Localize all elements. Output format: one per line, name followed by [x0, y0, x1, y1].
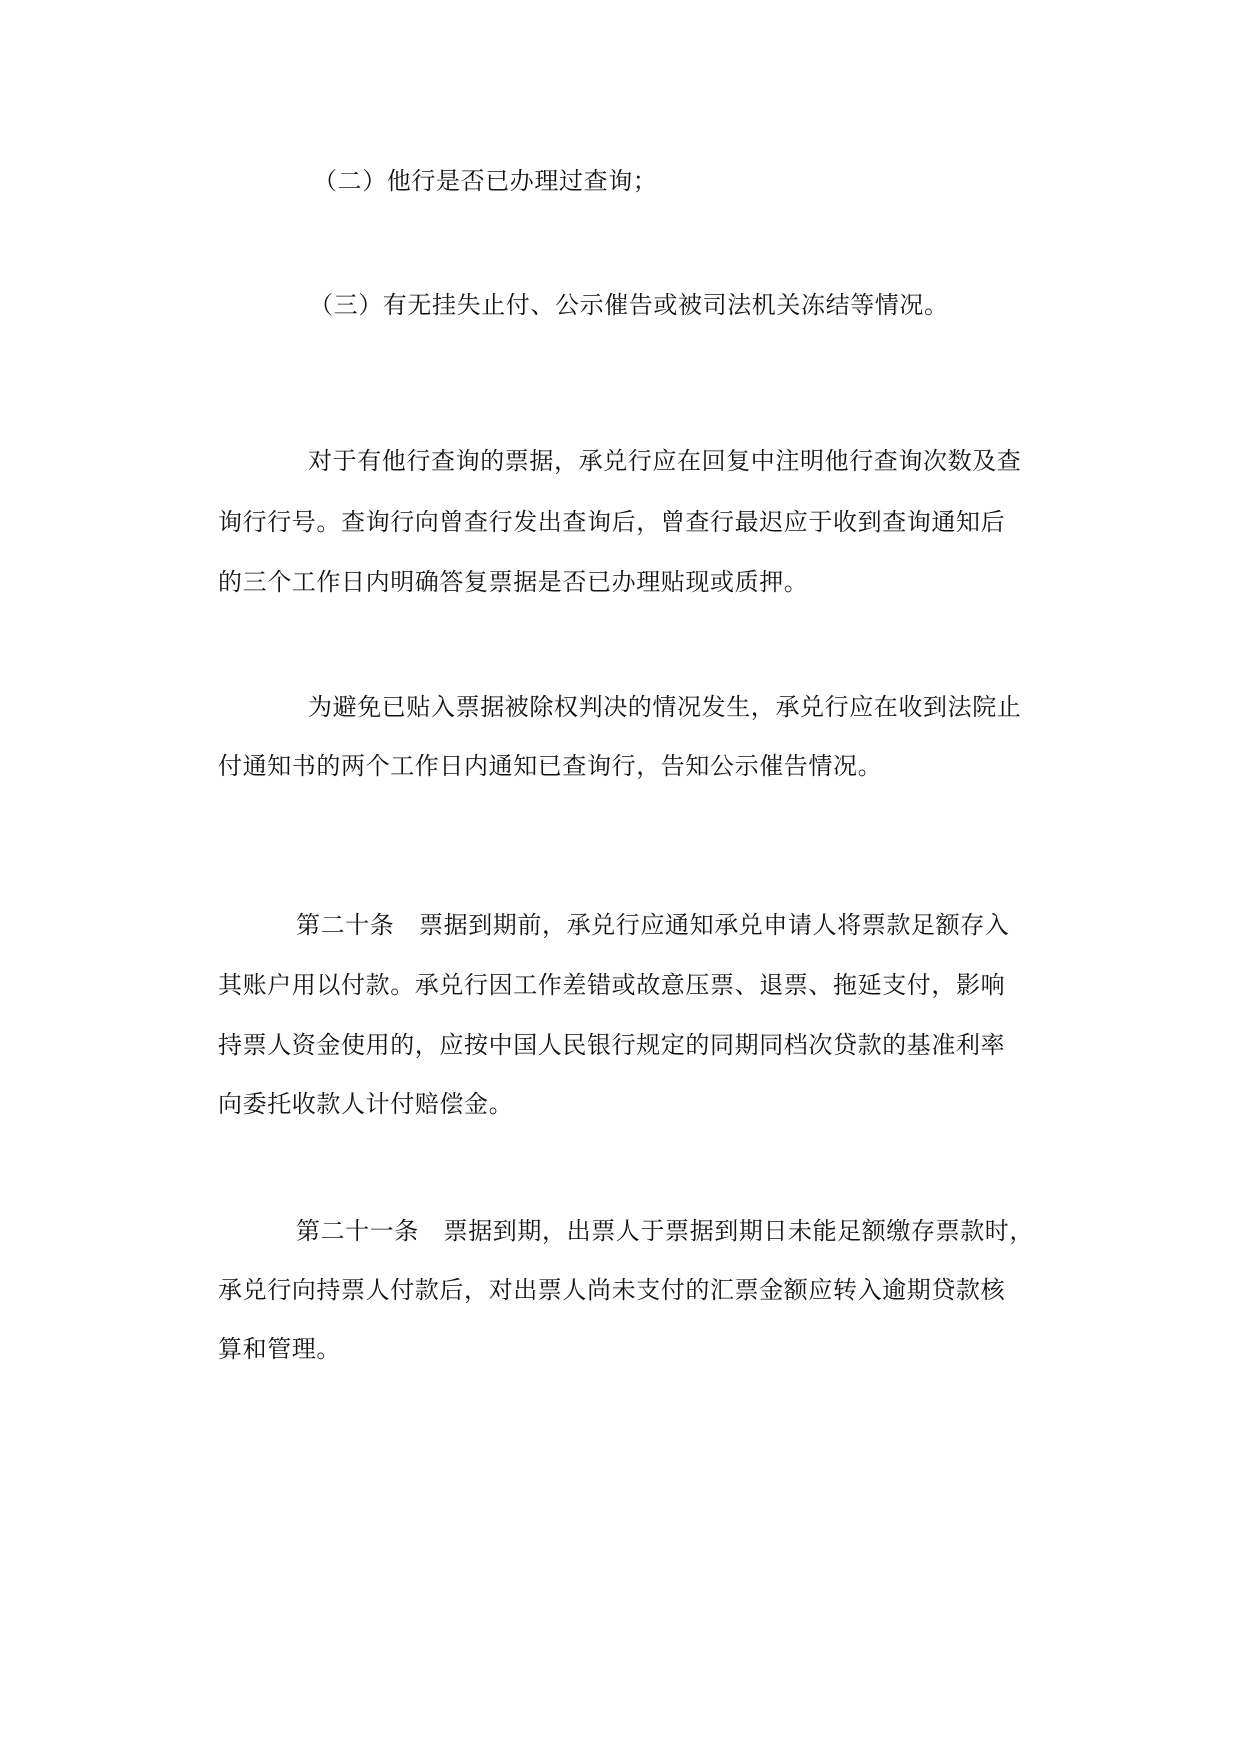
article-20-line-4: 向委托收款人计付赔偿金。 [218, 1090, 514, 1118]
article-20-line-2: 其账户用以付款。承兑行因工作差错或故意压票、退票、拖延支付，影响 [218, 971, 1006, 999]
paragraph-avoid-line-1: 为避免已贴入票据被除权判决的情况发生，承兑行应在收到法院止 [308, 693, 1022, 721]
article-21-line-3: 算和管理。 [218, 1335, 341, 1363]
paragraph-inquiry-line-2: 询行行号。查询行向曾查行发出查询后，曾查行最迟应于收到查询通知后 [218, 508, 1006, 536]
paragraph-inquiry-line-1: 对于有他行查询的票据，承兑行应在回复中注明他行查询次数及查 [308, 447, 1022, 475]
article-20-line-1: 第二十条 票据到期前，承兑行应通知承兑申请人将票款足额存入 [296, 911, 1010, 939]
article-21-line-1: 第二十一条 票据到期，出票人于票据到期日未能足额缴存票款时， [296, 1217, 1034, 1245]
item-three-text: （三）有无挂失止付、公示催告或被司法机关冻结等情况。 [309, 291, 949, 319]
paragraph-inquiry-line-3: 的三个工作日内明确答复票据是否已办理贴现或质押。 [218, 568, 809, 596]
paragraph-avoid-line-2: 付通知书的两个工作日内通知已查询行，告知公示催告情况。 [218, 752, 883, 780]
item-two-text: （二）他行是否已办理过查询； [313, 167, 658, 195]
article-21-line-2: 承兑行向持票人付款后，对出票人尚未支付的汇票金额应转入逾期贷款核 [218, 1276, 1006, 1304]
article-20-line-3: 持票人资金使用的，应按中国人民银行规定的同期同档次贷款的基准利率 [218, 1031, 1006, 1059]
